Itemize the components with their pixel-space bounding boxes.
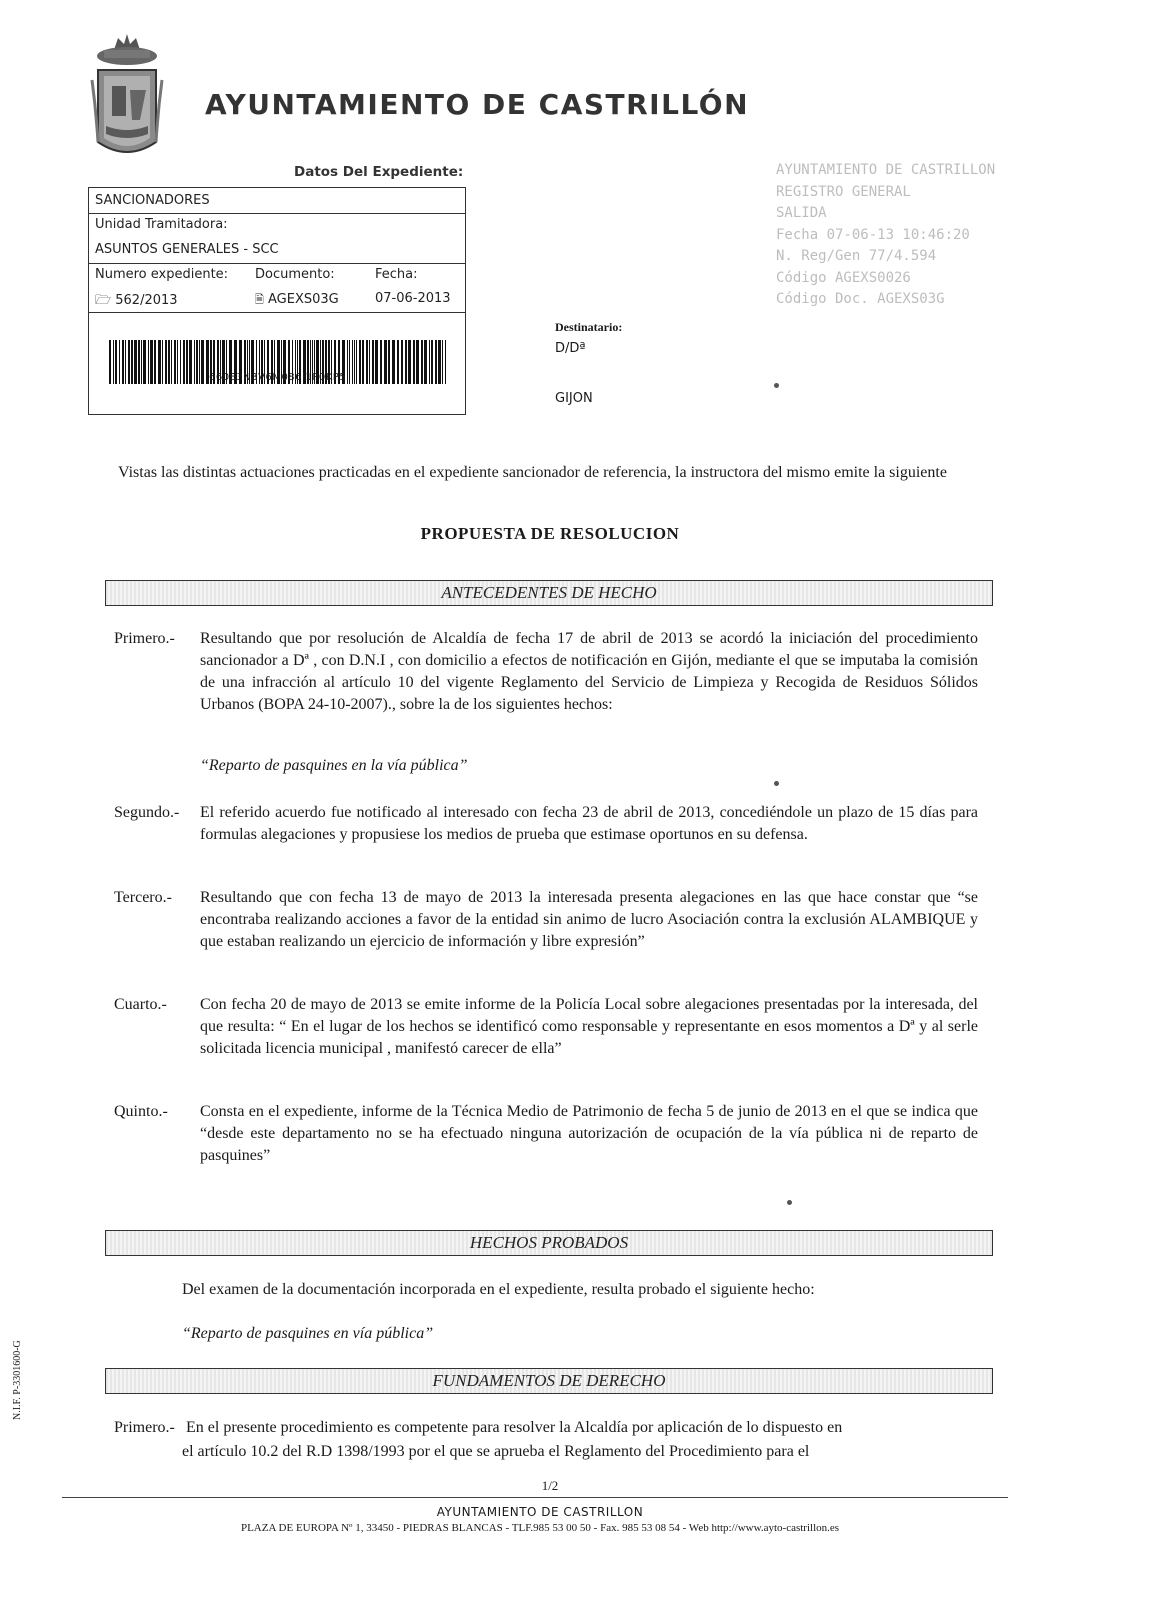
datos-expediente-title: Datos Del Expediente: bbox=[294, 164, 464, 180]
barcode-bar bbox=[125, 340, 126, 384]
propuesta-title: PROPUESTA DE RESOLUCION bbox=[420, 524, 680, 543]
document-icon: 🗎 bbox=[255, 293, 264, 306]
barcode-bar bbox=[445, 340, 446, 384]
section-fundamentos bbox=[105, 1368, 993, 1394]
page-number: 1/2 bbox=[541, 1478, 559, 1493]
divider bbox=[89, 263, 465, 264]
fundamento-primero-label: Primero.- bbox=[114, 1419, 175, 1436]
barcode-bar bbox=[154, 340, 156, 384]
section-title: ANTECEDENTES DE HECHO bbox=[441, 583, 657, 602]
expediente-box bbox=[88, 187, 466, 415]
section-title: HECHOS PROBADOS bbox=[469, 1233, 629, 1252]
barcode-bar bbox=[421, 340, 423, 384]
fundamento-primero-line1: En el presente procedimiento es competente para resolver la Alcaldía por aplicación de lo dispuesto en bbox=[186, 1419, 843, 1436]
barcode-bar bbox=[199, 340, 200, 384]
barcode-bar bbox=[180, 340, 181, 384]
documento-label: Documento: bbox=[255, 267, 335, 282]
barcode-bar bbox=[138, 340, 140, 384]
antecedente-segundo-label: Segundo.- bbox=[114, 804, 180, 821]
barcode-bar bbox=[380, 340, 382, 384]
organization-title: AYUNTAMIENTO DE CASTRILLÓN bbox=[205, 88, 750, 121]
stamp-line: SALIDA bbox=[776, 205, 827, 221]
intro-paragraph: Vistas las distintas actuaciones practicadas en el expediente sancionador de referencia, la instructora del mismo emite la siguiente bbox=[118, 464, 947, 481]
section-title: FUNDAMENTOS DE DERECHO bbox=[432, 1371, 666, 1390]
antecedente-segundo-text: El referido acuerdo fue notificado al interesado con fecha 23 de abril de 2013, concediéndole un plazo de 15 días para formulas alegaciones y propusiese los medios de prueba que estimase oportunos en su defensa. bbox=[200, 804, 978, 843]
barcode-bar bbox=[408, 340, 411, 384]
fecha-label: Fecha: bbox=[375, 267, 418, 282]
stamp-line: N. Reg/Gen 77/4.594 bbox=[776, 248, 937, 264]
barcode-bar bbox=[143, 340, 146, 384]
destinatario-name: D/Dª bbox=[555, 341, 586, 356]
barcode-bar bbox=[424, 340, 427, 384]
barcode-bar bbox=[148, 340, 149, 384]
antecedente-quinto-text: Consta en el expediente, informe de la Técnica Medio de Patrimonio de fecha 5 de junio de 2013 en el que se indica que “desde este departamento no se ha efectuado ninguna autorización de ocupación de la vía pública ni de reparto de pasquines” bbox=[200, 1103, 978, 1164]
hechos-quote: “Reparto de pasquines en vía pública” bbox=[182, 1325, 434, 1342]
nif-vertical: N.I.F. P-3301600-G bbox=[12, 1340, 23, 1420]
barcode-bar bbox=[362, 340, 364, 384]
antecedente-cuarto-text: Con fecha 20 de mayo de 2013 se emite informe de la Policía Local sobre alegaciones presentadas por la interesada, del que resulta: “ En el lugar de los hechos se identificó como responsable y representante en esos momentos a Dª y al serle solicitada licencia municipal , manifestó carecer de ella” bbox=[200, 996, 978, 1057]
stamp-line: Fecha 07-06-13 10:46:20 bbox=[776, 226, 970, 243]
barcode-bar bbox=[162, 340, 163, 384]
registry-stamp bbox=[776, 160, 995, 311]
barcode-bar bbox=[359, 340, 361, 384]
coat-of-arms-logo bbox=[88, 30, 166, 162]
barcode-bar bbox=[388, 340, 390, 384]
section-antecedentes bbox=[105, 580, 993, 606]
numero-row bbox=[95, 291, 178, 313]
barcode-bar bbox=[189, 340, 192, 384]
hechos-text: Del examen de la documentación incorporada en el expediente, resulta probado el siguiente hecho: bbox=[182, 1281, 815, 1298]
documento-value: AGEXS03G bbox=[268, 292, 339, 307]
barcode-bar bbox=[128, 340, 130, 384]
barcode-text: 660E3N3V6M086I1P0KP5 bbox=[209, 372, 347, 383]
antecedente-quinto-label: Quinto.- bbox=[114, 1103, 168, 1120]
barcode-bar bbox=[442, 340, 443, 384]
barcode-bar bbox=[347, 340, 348, 384]
barcode-bar bbox=[369, 340, 370, 384]
antecedente-tercero-text: Resultando que con fecha 13 de mayo de 2013 la interesada presenta alegaciones en las que hace constar que “se encontraba realizando acciones a favor de la entidad sin animo de lucro Asociación contra la exclusión ALAMBIQUE y que estaban realizando un ejercicio de información y libre expresión” bbox=[200, 889, 978, 950]
barcode-bar bbox=[168, 340, 170, 384]
barcode-bar bbox=[372, 340, 374, 384]
barcode-bar bbox=[413, 340, 415, 384]
barcode-bar bbox=[352, 340, 353, 384]
barcode-bar bbox=[134, 340, 137, 384]
section-hechos-probados bbox=[105, 1230, 993, 1256]
barcode-bar bbox=[354, 340, 355, 384]
barcode-bar bbox=[150, 340, 153, 384]
barcode-bar bbox=[196, 340, 198, 384]
unidad-value: ASUNTOS GENERALES - SCC bbox=[95, 242, 279, 257]
barcode-bar bbox=[438, 340, 441, 384]
barcode-bar bbox=[174, 340, 176, 384]
barcode-bar bbox=[186, 340, 188, 384]
footer-address: PLAZA DE EUROPA Nº 1, 33450 - PIEDRAS BLANCAS - TLF.985 53 00 50 - Fax. 985 53 08 54 - Web http://www.ayto-castrillon.es bbox=[240, 1522, 840, 1534]
destinatario-label: Destinatario: bbox=[555, 320, 623, 334]
barcode-bar bbox=[405, 340, 407, 384]
barcode-bar bbox=[416, 340, 419, 384]
stamp-line: Código Doc. AGEXS03G bbox=[776, 291, 945, 307]
barcode-bar bbox=[429, 340, 430, 384]
unidad-label: Unidad Tramitadora: bbox=[95, 217, 228, 232]
barcode-bar bbox=[113, 340, 114, 384]
footer-divider bbox=[62, 1497, 1008, 1498]
barcode-bar bbox=[171, 340, 172, 384]
stamp-line: Código AGEXS0026 bbox=[776, 269, 911, 286]
barcode-bar bbox=[141, 340, 142, 384]
documento-row bbox=[255, 291, 339, 310]
barcode-bar bbox=[349, 340, 350, 384]
barcode-bar bbox=[435, 340, 437, 384]
barcode-bar bbox=[122, 340, 124, 384]
destinatario-city: GIJON bbox=[555, 391, 593, 406]
barcode-bar bbox=[109, 340, 111, 384]
barcode-bar bbox=[201, 340, 204, 384]
antecedente-primero-label: Primero.- bbox=[114, 630, 175, 647]
barcode-bar bbox=[392, 340, 395, 384]
barcode-bar bbox=[356, 340, 357, 384]
stamp-line: AYUNTAMIENTO DE CASTRILLON bbox=[776, 162, 996, 178]
barcode-bar bbox=[177, 340, 178, 384]
barcode-bar bbox=[183, 340, 185, 384]
numero-value: 562/2013 bbox=[115, 293, 178, 308]
footer-organization: AYUNTAMIENTO DE CASTRILLON bbox=[436, 1505, 644, 1519]
numero-label: Numero expediente: bbox=[95, 267, 229, 282]
barcode-bar bbox=[131, 340, 133, 384]
fundamento-primero-line2: el artículo 10.2 del R.D 1398/1993 por el que se aprueba el Reglamento del Procedimiento para el bbox=[182, 1443, 810, 1460]
tipo-expediente: SANCIONADORES bbox=[95, 193, 210, 208]
scan-speck bbox=[774, 781, 779, 786]
divider bbox=[89, 213, 465, 214]
barcode-bar bbox=[366, 340, 368, 384]
antecedente-tercero-label: Tercero.- bbox=[114, 889, 172, 906]
divider bbox=[89, 312, 465, 313]
barcode-bar bbox=[194, 340, 195, 384]
stamp-line: REGISTRO GENERAL bbox=[776, 183, 911, 200]
antecedente-primero-quote: “Reparto de pasquines en la vía pública” bbox=[200, 757, 468, 774]
antecedente-primero-text: Resultando que por resolución de Alcaldía de fecha 17 de abril de 2013 se acordó la iniciación del procedimiento sancionador a Dª , con D.N.I , con domicilio a efectos de notificación en Gijón, mediante el que se imputaba la comisión de una infracción al artículo 10 del vigente Reglamento del Servicio de Limpieza y Recogida de Residuos Sólidos Urbanos (BOPA 24-10-2007)., sobre la de los siguientes hechos: bbox=[200, 630, 978, 713]
scan-speck bbox=[774, 383, 779, 388]
barcode-bar bbox=[119, 340, 120, 384]
antecedente-cuarto-label: Cuarto.- bbox=[114, 996, 167, 1013]
barcode-bar bbox=[375, 340, 378, 384]
barcode-bar bbox=[158, 340, 161, 384]
fecha-value: 07-06-2013 bbox=[375, 291, 451, 306]
barcode-bar bbox=[431, 340, 433, 384]
barcode-bar bbox=[384, 340, 387, 384]
folder-icon: 🗁 bbox=[95, 293, 112, 308]
scan-speck bbox=[787, 1200, 792, 1205]
barcode-bar bbox=[165, 340, 167, 384]
barcode-bar bbox=[397, 340, 399, 384]
barcode-bar bbox=[115, 340, 117, 384]
barcode-bar bbox=[401, 340, 403, 384]
